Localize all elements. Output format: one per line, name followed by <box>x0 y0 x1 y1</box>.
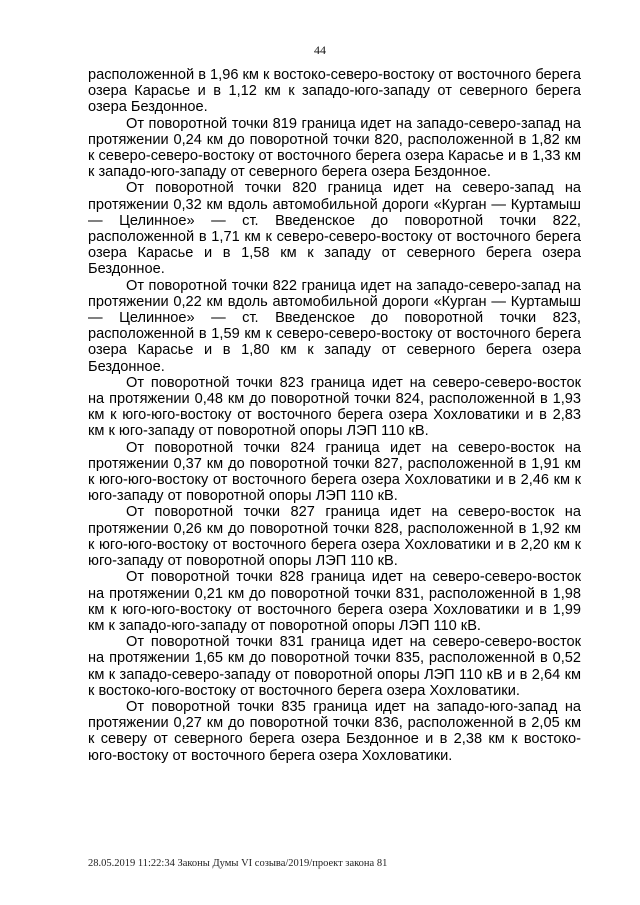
paragraph-point-831: От поворотной точки 831 граница идет на северо-северо-восток на протяжении 1,65 км до поворотной точки 835, расположенной в 0,52 км к западо-северо-западу от поворотной опоры ЛЭП 110 кВ и в 2,64 км к востоко-юго-востоку от восточного берега озера Хохловатики. <box>88 634 581 699</box>
paragraph-point-819: От поворотной точки 819 граница идет на западо-северо-запад на протяжении 0,24 км до поворотной точки 820, расположенной в 1,82 км к северо-северо-востоку от восточного берега озера Карасье и в 1,33 км к западо-юго-западу от северного берега озера Бездонное. <box>88 115 581 181</box>
paragraph-point-824: От поворотной точки 824 граница идет на северо-восток на протяжении 0,37 км до поворотной точки 827, расположенной в 1,91 км к юго-юго-востоку от восточного берега озера Хохловатики и в 2,46 км к юго-западу от поворотной опоры ЛЭП 110 кВ. <box>88 439 581 505</box>
paragraph-point-823: От поворотной точки 823 граница идет на северо-северо-восток на протяжении 0,48 км до поворотной точки 824, расположенной в 1,93 км к юго-юго-востоку от восточного берега озера Хохловатики и в 2,83 км к юго-западу от поворотной опоры ЛЭП 110 кВ. <box>88 374 581 440</box>
paragraph-point-822: От поворотной точки 822 граница идет на западо-северо-запад на протяжении 0,22 км вдоль автомобильной дороги «Курган — Куртамыш — Целинное» — ст. Введенское до поворотной точки 823, расположенной в 1,59 км к северо-северо-востоку от восточного берега озера Карасье и в 1,80 км к западу от северного берега озера Бездонное. <box>88 277 581 375</box>
document-body <box>88 67 581 764</box>
paragraph-point-835: От поворотной точки 835 граница идет на западо-юго-запад на протяжении 0,27 км до поворотной точки 836, расположенной в 2,05 км к северу от северного берега озера Бездонное и в 2,38 км к востоко-юго-востоку от восточного берега озера Хохловатики. <box>88 698 581 764</box>
page-number: 44 <box>314 43 326 57</box>
paragraph-point-827: От поворотной точки 827 граница идет на северо-восток на протяжении 0,26 км до поворотной точки 828, расположенной в 1,92 км к юго-юго-востоку от восточного берега озера Хохловатики и в 2,20 км к юго-западу от поворотной опоры ЛЭП 110 кВ. <box>88 504 581 570</box>
document-footer: 28.05.2019 11:22:34 Законы Думы VI созыва/2019/проект закона 81 <box>88 858 388 869</box>
paragraph-point-820: От поворотной точки 820 граница идет на северо-запад на протяжении 0,32 км вдоль автомобильной дороги «Курган — Куртамыш — Целинное» — ст. Введенское до поворотной точки 822, расположенной в 1,71 км к северо-северо-востоку от восточного берега озера Карасье и в 1,58 км к западу от северного берега озера Бездонное. <box>88 180 581 278</box>
paragraph-continuation: расположенной в 1,96 км к востоко-северо-востоку от восточного берега озера Карасье и в 1,12 км к западо-юго-западу от северного берега озера Бездонное. <box>88 67 581 116</box>
paragraph-point-828: От поворотной точки 828 граница идет на северо-северо-восток на протяжении 0,21 км до поворотной точки 831, расположенной в 1,98 км к юго-юго-востоку от восточного берега озера Хохловатики и в 1,99 км к западо-юго-западу от поворотной опоры ЛЭП 110 кВ. <box>88 569 581 634</box>
